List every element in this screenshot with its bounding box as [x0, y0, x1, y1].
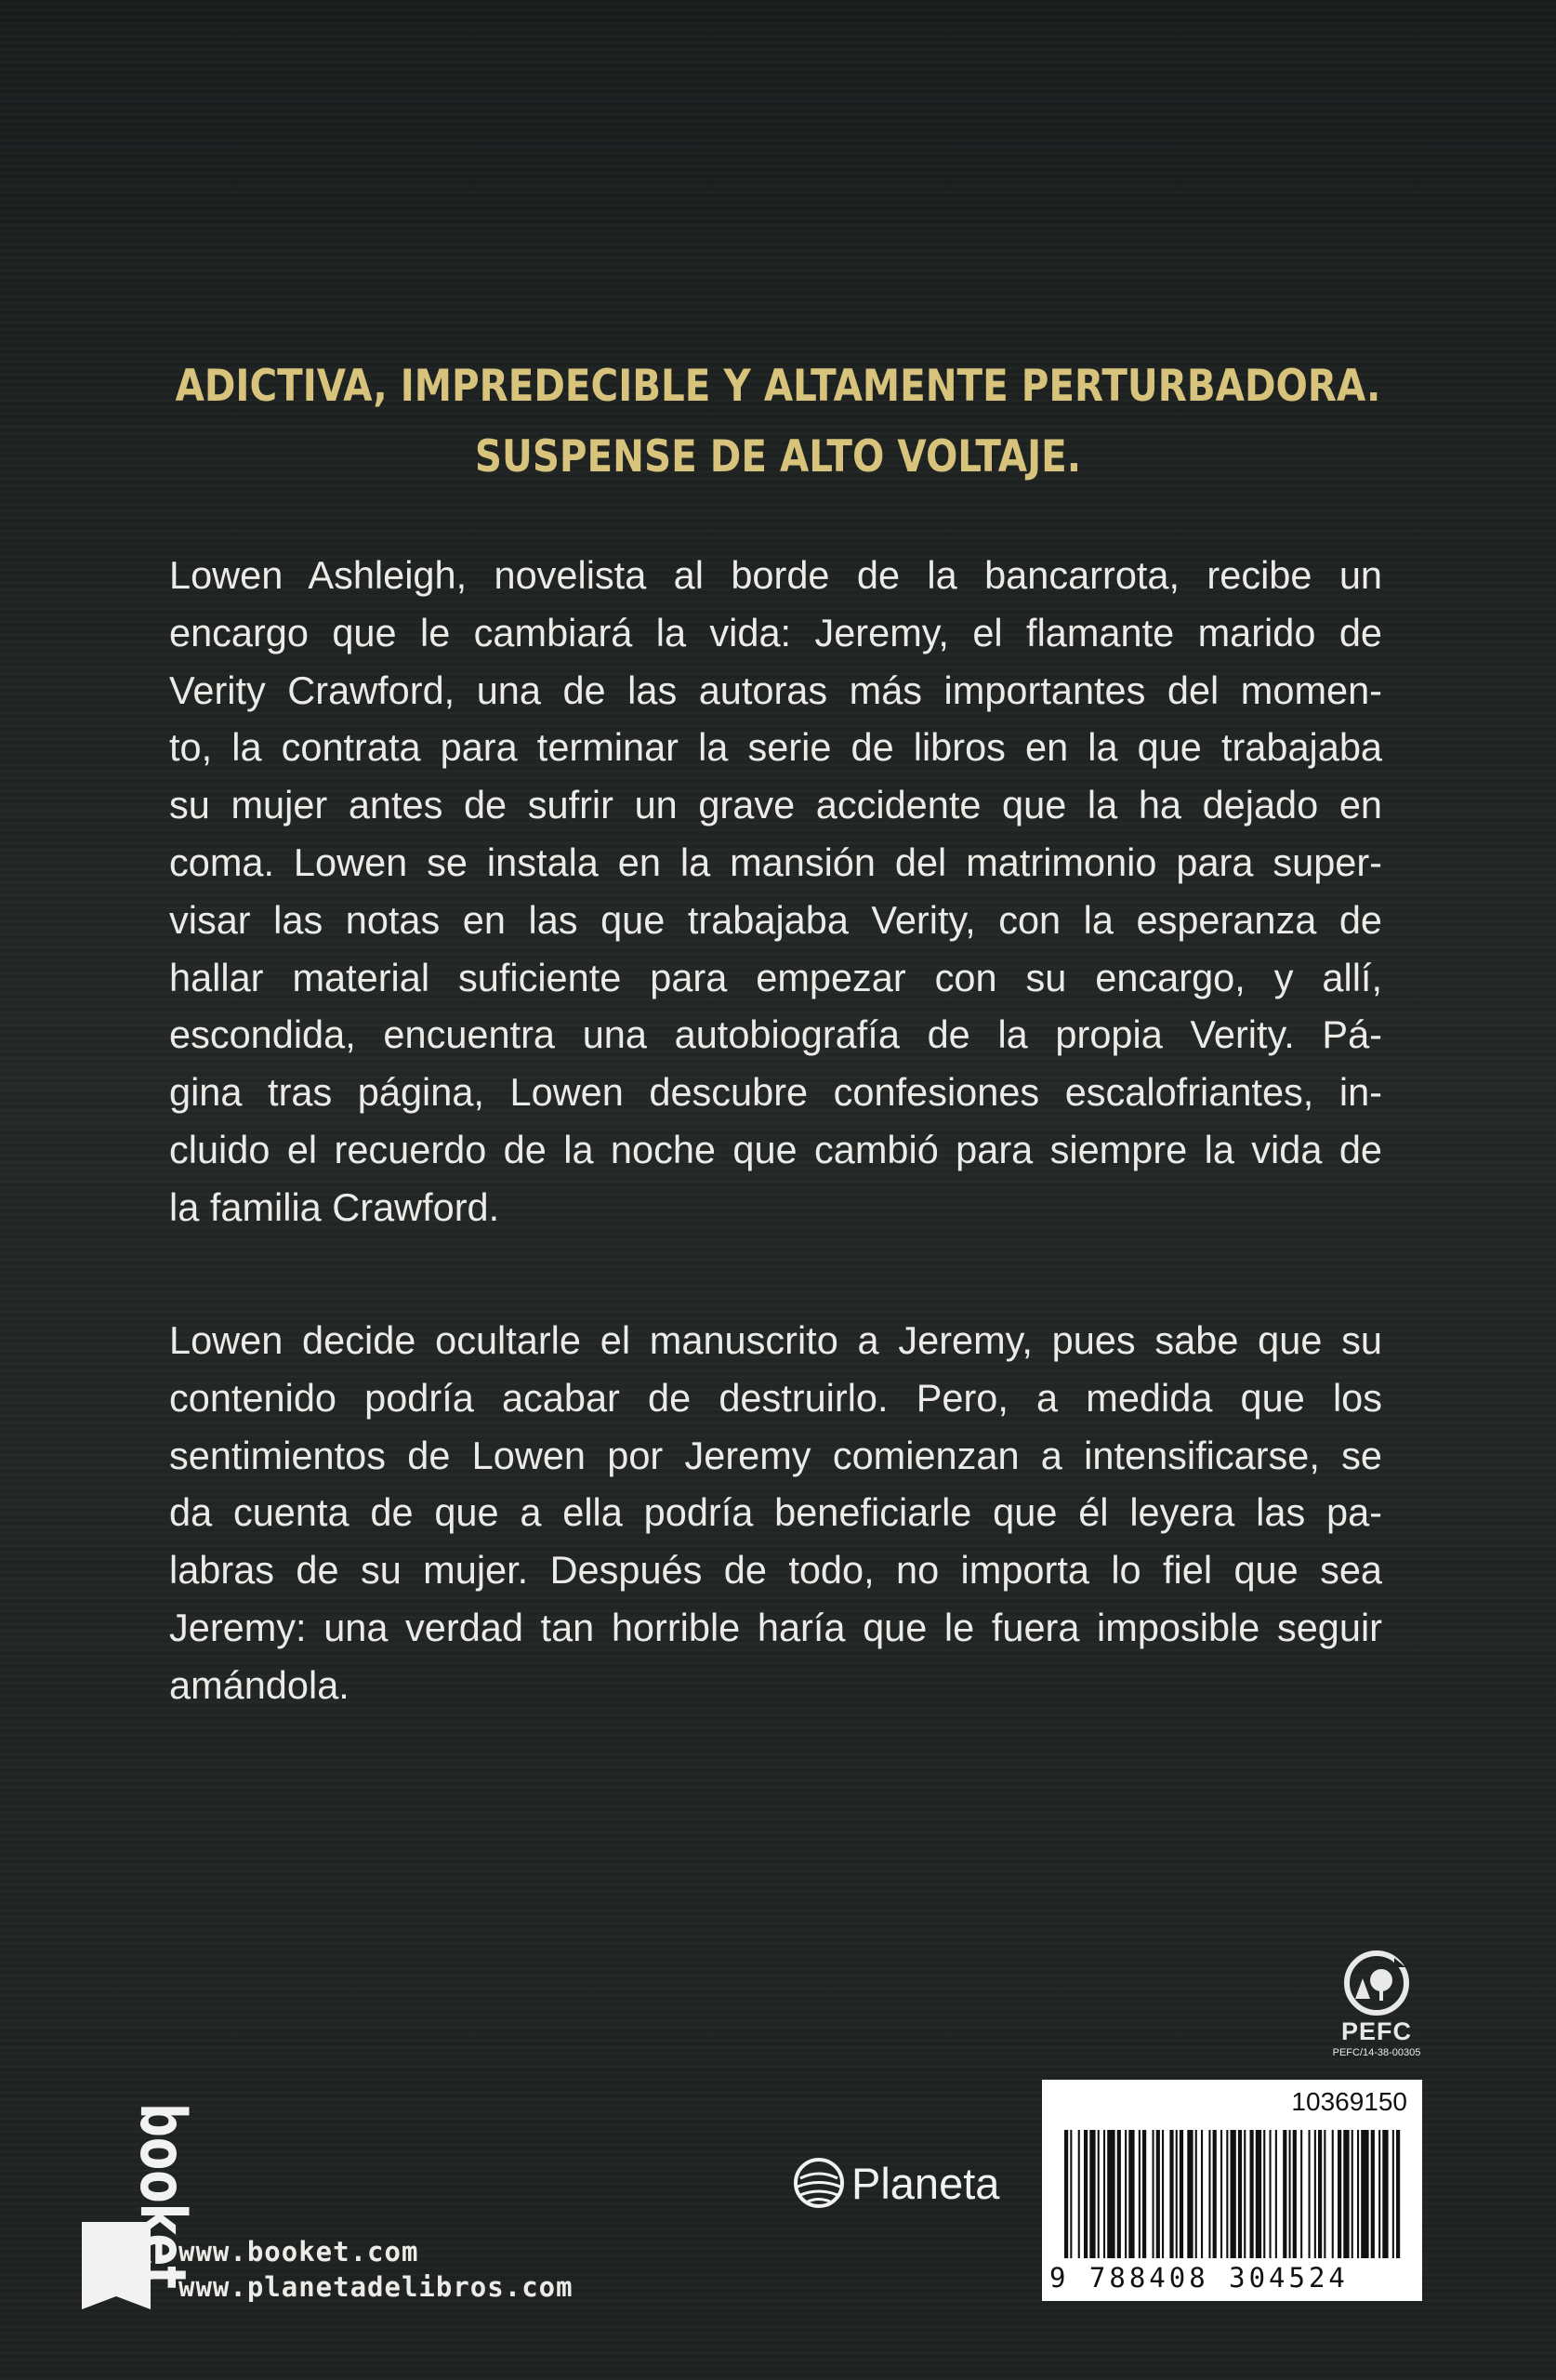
text-line: Jeremy: una verdad tan horrible haría que le fuera imposible seguir: [169, 1605, 1382, 1649]
barcode-internal-number: 10369150: [1291, 2087, 1407, 2116]
barcode-isbn-digits: 9 788408 304524: [1049, 2262, 1349, 2294]
pefc-code: PEFC/14-38-00305: [1332, 2047, 1421, 2058]
text-line: to, la contrata para terminar la serie de libros en la que trabajaba: [169, 725, 1382, 770]
synopsis-paragraph-2: [169, 1312, 1382, 1714]
text-line: contenido podría acabar de destruirlo. Pero, a medida que los: [169, 1375, 1382, 1420]
pefc-trees-icon: [1337, 1950, 1417, 2016]
synopsis-paragraph-1: [169, 547, 1382, 1236]
globe-icon: [792, 2156, 846, 2210]
booket-url: www.booket.com: [178, 2236, 419, 2268]
text-line: labras de su mujer. Después de todo, no importa lo fiel que sea: [169, 1548, 1382, 1593]
publisher-urls: [178, 2234, 574, 2305]
text-line: coma. Lowen se instala en la mansión del matrimonio para super-: [169, 840, 1382, 884]
text-line: Lowen Ashleigh, novelista al borde de la bancarrota, recibe un: [169, 553, 1382, 597]
barcode-bars: [1042, 2130, 1422, 2260]
pefc-label: PEFC: [1340, 2017, 1412, 2045]
text-line: da cuenta de que a ella podría beneficiarle que él leyera las pa-: [169, 1490, 1382, 1535]
text-line: la familia Crawford.: [169, 1184, 500, 1229]
text-line: hallar material suficiente para empezar con su encargo, y allí,: [169, 955, 1382, 999]
tagline: [109, 351, 1447, 493]
tagline-line-1: ADICTIVA, IMPREDECIBLE Y ALTAMENTE PERTURBADORA.: [175, 361, 1381, 412]
tagline-line-2: SUSPENSE DE ALTO VOLTAJE.: [474, 431, 1082, 483]
planeta-logo: [792, 2155, 999, 2211]
text-line: Lowen decide ocultarle el manuscrito a Jeremy, pues sabe que su: [169, 1318, 1382, 1362]
text-line: cluido el recuerdo de la noche que cambió para siempre la vida de: [169, 1127, 1382, 1171]
planeta-wordmark: Planeta: [851, 2158, 1000, 2208]
text-line: escondida, encuentra una autobiografía de la propia Verity. Pá-: [169, 1012, 1382, 1057]
text-line: gina tras página, Lowen descubre confesiones escalofriantes, in-: [169, 1070, 1382, 1115]
text-line: Verity Crawford, una de las autoras más importantes del momen-: [169, 668, 1382, 712]
text-line: visar las notas en las que trabajaba Verity, con la esperanza de: [169, 897, 1382, 942]
barcode: [1042, 2080, 1422, 2301]
planeta-url: www.planetadelibros.com: [178, 2271, 574, 2303]
text-line: amándola.: [169, 1662, 349, 1707]
text-line: encargo que le cambiará la vida: Jeremy, el flamante marido de: [169, 610, 1382, 654]
booket-logo-text: booket: [125, 2103, 199, 2349]
text-line: su mujer antes de sufrir un grave accidente que la ha dejado en: [169, 783, 1382, 827]
text-line: sentimientos de Lowen por Jeremy comienzan a intensificarse, se: [169, 1433, 1382, 1477]
pefc-certification: [1325, 1950, 1428, 2062]
booket-logo: [76, 2103, 199, 2349]
